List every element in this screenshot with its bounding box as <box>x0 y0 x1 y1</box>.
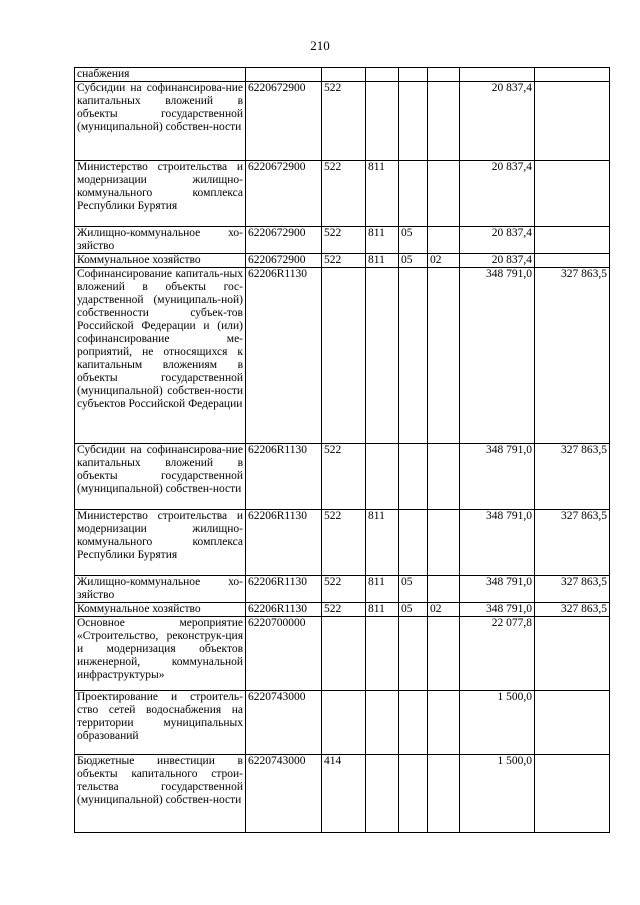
subsection-code-cell <box>428 68 460 82</box>
row-name-cell: Бюджетные инвестиции в объекты капитального строи-тельства государственной (муниципальной) собствен-ности <box>75 755 246 833</box>
amount-year-2-cell <box>535 617 610 691</box>
table-row <box>75 603 610 617</box>
administrator-code-cell <box>366 691 399 755</box>
row-name-cell: Основное мероприятие «Строительство, реконструк-ция и модернизация объектов инженерной, коммунальной инфраструктуры» <box>75 617 246 691</box>
subsection-code-cell <box>428 510 460 576</box>
section-code-cell <box>399 68 428 82</box>
section-code-cell <box>399 82 428 161</box>
administrator-code-cell <box>366 68 399 82</box>
expense-type-code-cell: 522 <box>322 227 366 254</box>
subsection-code-cell <box>428 444 460 510</box>
target-article-code-cell: 62206R1130 <box>246 576 322 603</box>
amount-year-2-cell: 327 863,5 <box>535 576 610 603</box>
row-name-cell: Софинансирование капиталь-ных вложений в объекты гос-ударственной (муниципаль-ной) собственности субъек-тов Российской Федерации и (или) софинансирование ме-роприятий, не относящихся к капитальным вложениям в объекты государственной (муниципальной) собствен-ности субъектов Российской Федерации <box>75 268 246 444</box>
amount-year-1-cell: 20 837,4 <box>460 254 535 268</box>
target-article-code-cell: 62206R1130 <box>246 268 322 444</box>
expense-type-code-cell: 522 <box>322 576 366 603</box>
subsection-code-cell <box>428 691 460 755</box>
target-article-code-cell: 62206R1130 <box>246 510 322 576</box>
administrator-code-cell <box>366 444 399 510</box>
administrator-code-cell: 811 <box>366 161 399 227</box>
budget-table <box>74 67 610 833</box>
subsection-code-cell <box>428 617 460 691</box>
section-code-cell <box>399 268 428 444</box>
amount-year-2-cell: 327 863,5 <box>535 603 610 617</box>
amount-year-2-cell: 327 863,5 <box>535 444 610 510</box>
table-row <box>75 691 610 755</box>
administrator-code-cell: 811 <box>366 510 399 576</box>
administrator-code-cell: 811 <box>366 576 399 603</box>
expense-type-code-cell: 522 <box>322 161 366 227</box>
administrator-code-cell: 811 <box>366 603 399 617</box>
row-name-cell: Коммунальное хозяйство <box>75 254 246 268</box>
subsection-code-cell <box>428 227 460 254</box>
section-code-cell <box>399 444 428 510</box>
section-code-cell: 05 <box>399 603 428 617</box>
target-article-code-cell: 6220743000 <box>246 691 322 755</box>
amount-year-1-cell: 348 791,0 <box>460 576 535 603</box>
subsection-code-cell <box>428 268 460 444</box>
subsection-code-cell: 02 <box>428 254 460 268</box>
expense-type-code-cell: 522 <box>322 603 366 617</box>
subsection-code-cell <box>428 576 460 603</box>
table-row <box>75 82 610 161</box>
amount-year-1-cell: 348 791,0 <box>460 603 535 617</box>
table-row <box>75 68 610 82</box>
row-name-cell: Министерство строительства и модернизации жилищно-коммунального комплекса Республики Бурятия <box>75 510 246 576</box>
administrator-code-cell <box>366 617 399 691</box>
expense-type-code-cell <box>322 68 366 82</box>
amount-year-2-cell <box>535 755 610 833</box>
target-article-code-cell: 6220672900 <box>246 227 322 254</box>
subsection-code-cell <box>428 755 460 833</box>
table-row <box>75 254 610 268</box>
target-article-code-cell: 6220743000 <box>246 755 322 833</box>
section-code-cell: 05 <box>399 254 428 268</box>
amount-year-2-cell: 327 863,5 <box>535 268 610 444</box>
table-row <box>75 617 610 691</box>
expense-type-code-cell: 522 <box>322 444 366 510</box>
amount-year-1-cell: 20 837,4 <box>460 227 535 254</box>
section-code-cell <box>399 510 428 576</box>
amount-year-2-cell <box>535 161 610 227</box>
section-code-cell: 05 <box>399 576 428 603</box>
table-row <box>75 755 610 833</box>
target-article-code-cell: 62206R1130 <box>246 444 322 510</box>
amount-year-2-cell <box>535 691 610 755</box>
amount-year-2-cell: 327 863,5 <box>535 510 610 576</box>
administrator-code-cell <box>366 82 399 161</box>
expense-type-code-cell <box>322 691 366 755</box>
table-row <box>75 444 610 510</box>
row-name-cell: снабжения <box>75 68 246 82</box>
section-code-cell <box>399 755 428 833</box>
amount-year-1-cell: 1 500,0 <box>460 691 535 755</box>
amount-year-2-cell <box>535 82 610 161</box>
target-article-code-cell: 6220672900 <box>246 254 322 268</box>
expense-type-code-cell: 522 <box>322 82 366 161</box>
amount-year-1-cell: 348 791,0 <box>460 444 535 510</box>
target-article-code-cell: 6220672900 <box>246 161 322 227</box>
row-name-cell: Субсидии на софинансирова-ние капитальных вложений в объекты государственной (муниципальной) собствен-ности <box>75 444 246 510</box>
expense-type-code-cell: 522 <box>322 254 366 268</box>
administrator-code-cell: 811 <box>366 227 399 254</box>
table-row <box>75 510 610 576</box>
expense-type-code-cell <box>322 617 366 691</box>
amount-year-2-cell <box>535 227 610 254</box>
target-article-code-cell <box>246 68 322 82</box>
amount-year-1-cell: 20 837,4 <box>460 161 535 227</box>
amount-year-2-cell <box>535 254 610 268</box>
expense-type-code-cell: 414 <box>322 755 366 833</box>
amount-year-1-cell: 1 500,0 <box>460 755 535 833</box>
amount-year-1-cell: 22 077,8 <box>460 617 535 691</box>
target-article-code-cell: 62206R1130 <box>246 603 322 617</box>
target-article-code-cell: 6220700000 <box>246 617 322 691</box>
administrator-code-cell <box>366 755 399 833</box>
amount-year-1-cell: 348 791,0 <box>460 268 535 444</box>
section-code-cell <box>399 691 428 755</box>
administrator-code-cell <box>366 268 399 444</box>
row-name-cell: Проектирование и строитель-ство сетей водоснабжения на территории муниципальных образований <box>75 691 246 755</box>
subsection-code-cell <box>428 161 460 227</box>
row-name-cell: Министерство строительства и модернизации жилищно-коммунального комплекса Республики Бурятия <box>75 161 246 227</box>
amount-year-1-cell: 20 837,4 <box>460 82 535 161</box>
amount-year-1-cell <box>460 68 535 82</box>
row-name-cell: Коммунальное хозяйство <box>75 603 246 617</box>
section-code-cell: 05 <box>399 227 428 254</box>
row-name-cell: Жилищно-коммунальное хо-зяйство <box>75 576 246 603</box>
subsection-code-cell <box>428 82 460 161</box>
page-number: 210 <box>310 38 330 53</box>
expense-type-code-cell <box>322 268 366 444</box>
table-row <box>75 227 610 254</box>
subsection-code-cell: 02 <box>428 603 460 617</box>
row-name-cell: Субсидии на софинансирова-ние капитальных вложений в объекты государственной (муниципальной) собствен-ности <box>75 82 246 161</box>
expense-type-code-cell: 522 <box>322 510 366 576</box>
section-code-cell <box>399 617 428 691</box>
amount-year-1-cell: 348 791,0 <box>460 510 535 576</box>
table-row <box>75 268 610 444</box>
row-name-cell: Жилищно-коммунальное хо-зяйство <box>75 227 246 254</box>
administrator-code-cell: 811 <box>366 254 399 268</box>
table-row <box>75 161 610 227</box>
table-row <box>75 576 610 603</box>
target-article-code-cell: 6220672900 <box>246 82 322 161</box>
amount-year-2-cell <box>535 68 610 82</box>
section-code-cell <box>399 161 428 227</box>
